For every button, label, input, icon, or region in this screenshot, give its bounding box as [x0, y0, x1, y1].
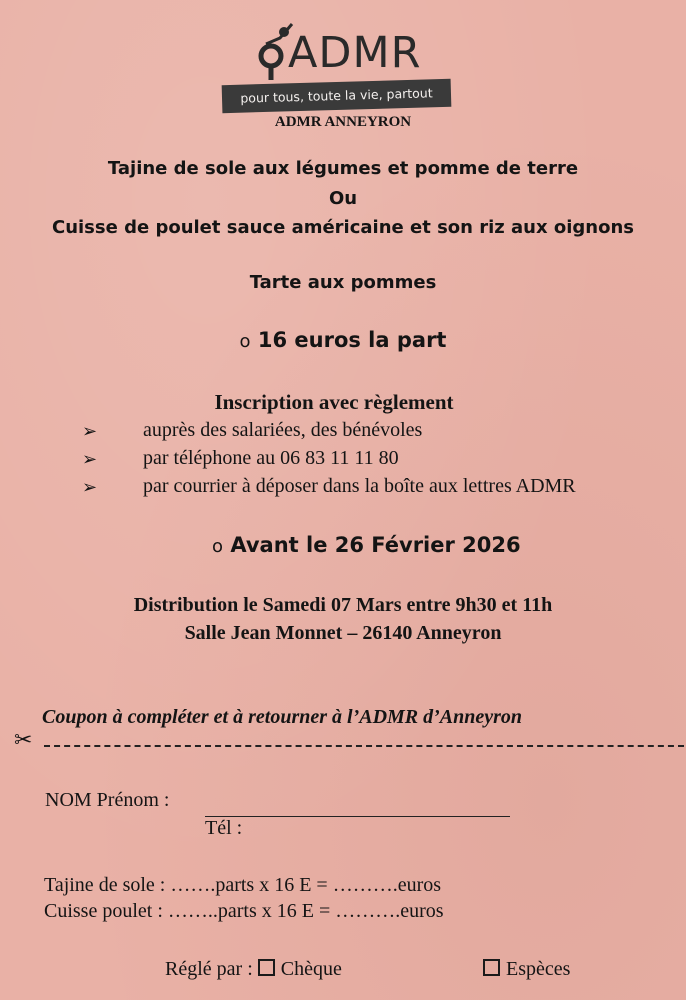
especes-label: Espèces — [506, 958, 571, 980]
order-line-tajine: Tajine de sole : …….parts x 16 E = ……….euros — [44, 874, 442, 896]
price-line — [0, 328, 686, 352]
logo-tagline: pour tous, toute la vie, partout — [222, 79, 452, 113]
arrow-bullet-icon: ➢ — [82, 477, 98, 498]
cheque-label: Chèque — [280, 958, 342, 980]
cheque-checkbox[interactable] — [258, 959, 275, 976]
price-bullet: o — [239, 331, 251, 352]
arrow-bullet-icon: ➢ — [82, 421, 98, 442]
tel-label: Tél : — [205, 817, 243, 839]
menu-dish-2: Cuisse de poulet sauce américaine et son riz aux oignons — [51, 217, 635, 238]
inscription-item: par courrier à déposer dans la boîte aux lettres ADMR — [143, 475, 576, 497]
price-text: 16 euros la part — [257, 328, 447, 352]
admr-logo-text: ADMR — [288, 28, 422, 78]
distribution-line-1: Distribution le Samedi 07 Mars entre 9h30 et 11h — [133, 594, 553, 616]
org-name: ADMR ANNEYRON — [274, 114, 412, 130]
coupon-title: Coupon à compléter et à retourner à l’ADMR d’Anneyron — [42, 706, 523, 728]
inscription-title: Inscription avec règlement — [214, 390, 454, 414]
cut-line — [44, 745, 684, 747]
name-label: NOM Prénom : — [45, 789, 170, 811]
arrow-bullet-icon: ➢ — [82, 449, 98, 470]
paid-by-label: Réglé par : — [165, 958, 253, 980]
menu-dessert: Tarte aux pommes — [249, 272, 437, 293]
order-line-poulet: Cuisse poulet : ……..parts x 16 E = ……….euros — [44, 900, 444, 922]
scissors-icon: ✂ — [14, 728, 33, 753]
especes-option — [483, 958, 570, 981]
especes-checkbox[interactable] — [483, 959, 500, 976]
inscription-item: auprès des salariées, des bénévoles — [143, 419, 423, 441]
name-field[interactable] — [205, 816, 510, 817]
menu-or: Ou — [328, 188, 358, 209]
deadline-bullet: o — [212, 536, 224, 557]
menu-dish-1: Tajine de sole aux légumes et pomme de terre — [107, 158, 579, 179]
deadline-line — [212, 533, 521, 557]
inscription-item: par téléphone au 06 83 11 11 80 — [143, 447, 399, 469]
payment-line — [165, 958, 342, 981]
distribution-line-2: Salle Jean Monnet – 26140 Anneyron — [184, 622, 502, 644]
deadline-text: Avant le 26 Février 2026 — [230, 533, 521, 557]
